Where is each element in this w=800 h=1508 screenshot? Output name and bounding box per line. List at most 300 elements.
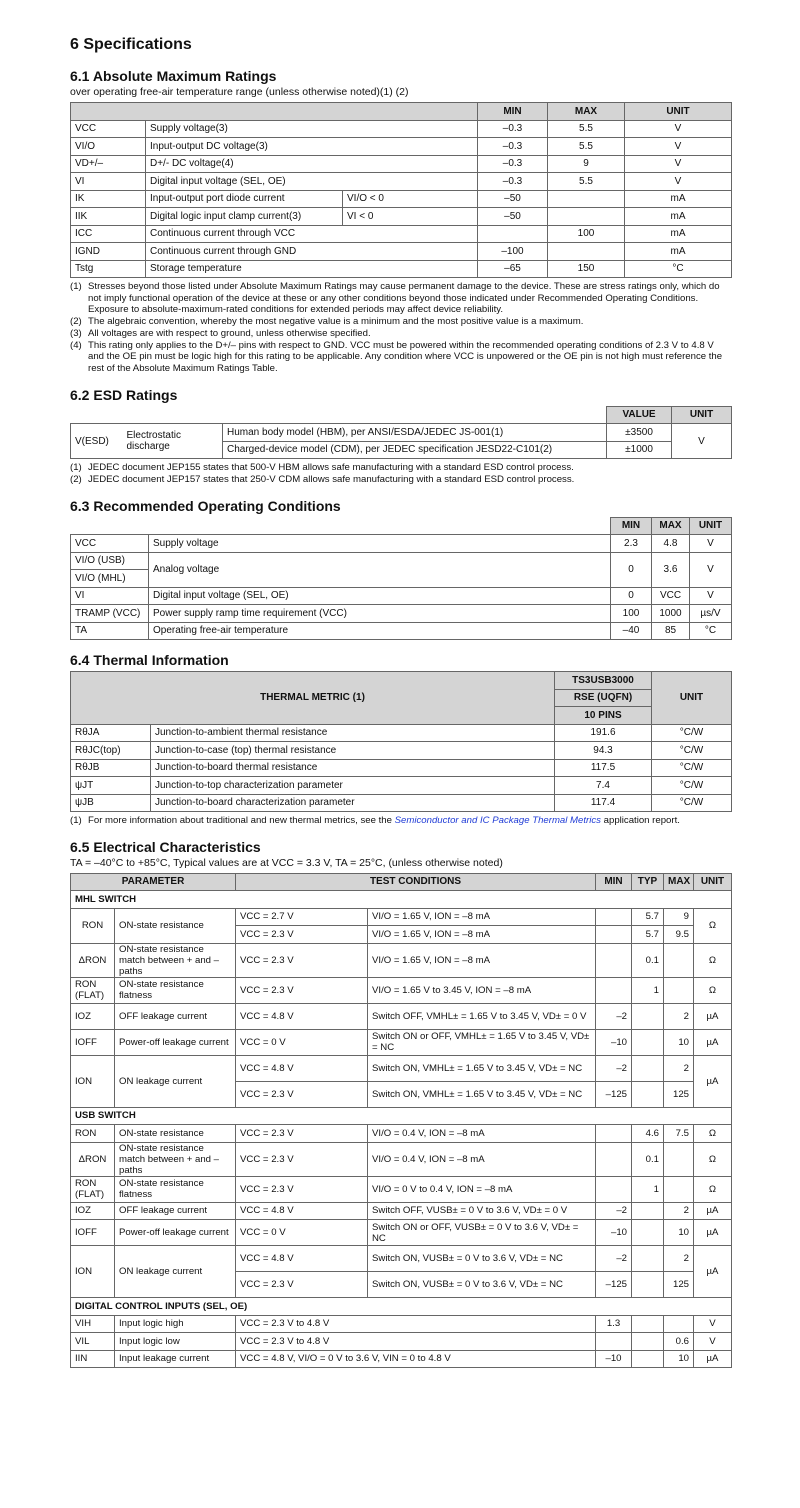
note-key: (3) — [70, 327, 82, 339]
table-row — [71, 777, 732, 795]
header-min: MIN — [611, 517, 652, 535]
max — [548, 190, 625, 208]
param: Input logic high — [115, 1315, 236, 1333]
param: OFF leakage current — [115, 1003, 236, 1029]
cond: VCC = 2.3 V — [236, 1125, 368, 1143]
header-test-conditions: TEST CONDITIONS — [236, 873, 596, 891]
min: –65 — [478, 260, 548, 278]
unit: V — [625, 155, 732, 173]
unit: Ω — [694, 977, 732, 1003]
typ — [632, 1246, 664, 1272]
unit: Ω — [694, 1125, 732, 1143]
unit: mA — [625, 243, 732, 261]
table-row — [71, 1333, 732, 1351]
table-row — [71, 190, 732, 208]
max — [548, 243, 625, 261]
param: Electrostatic discharge — [123, 424, 223, 459]
max — [664, 1315, 694, 1333]
max: 150 — [548, 260, 625, 278]
header-max: MAX — [652, 517, 690, 535]
cond: VCC = 4.8 V — [236, 1055, 368, 1081]
max: 125 — [664, 1081, 694, 1107]
min: –40 — [611, 622, 652, 640]
sym: ION — [71, 1246, 115, 1298]
min: –50 — [478, 190, 548, 208]
cond: VCC = 4.8 V — [236, 1003, 368, 1029]
min: –50 — [478, 208, 548, 226]
table-header-row — [71, 406, 732, 424]
param: Input leakage current — [115, 1350, 236, 1368]
param: Junction-to-case (top) thermal resistance — [151, 742, 555, 760]
max: 2 — [664, 1003, 694, 1029]
cond: VCC = 4.8 V, VI/O = 0 V to 3.6 V, VIN = 0 to 4.8 V — [236, 1350, 596, 1368]
min: –10 — [596, 1029, 632, 1055]
sym: TRAMP (VCC) — [71, 605, 149, 623]
value: 94.3 — [555, 742, 652, 760]
section-heading-6-4: 6.4 Thermal Information — [70, 652, 229, 669]
note-text: For more information about traditional and new thermal metrics, see the — [88, 815, 395, 827]
header-metric: THERMAL METRIC (1) — [71, 672, 555, 725]
sym: VI/O (MHL) — [71, 570, 149, 588]
param: ON-state resistance — [115, 1125, 236, 1143]
typ — [632, 1029, 664, 1055]
unit: °C/W — [652, 777, 732, 795]
sym: ICC — [71, 225, 146, 243]
max: 2 — [664, 1202, 694, 1220]
unit: mA — [625, 190, 732, 208]
unit: V — [690, 587, 732, 605]
cond: VCC = 2.3 V — [236, 943, 368, 977]
unit: V — [625, 173, 732, 191]
test: VI/O = 0.4 V, ION = –8 mA — [368, 1142, 596, 1176]
typ: 4.6 — [632, 1125, 664, 1143]
min — [596, 1333, 632, 1351]
min: –125 — [596, 1081, 632, 1107]
cond: VCC = 0 V — [236, 1220, 368, 1246]
unit: °C/W — [652, 794, 732, 812]
test: VI/O = 1.65 V, ION = –8 mA — [368, 926, 596, 944]
table-row — [71, 1350, 732, 1368]
cond: VCC = 2.3 V — [236, 1142, 368, 1176]
section-heading-6-5: 6.5 Electrical Characteristics — [70, 838, 261, 855]
thermal-table — [70, 671, 732, 812]
footnotes-6-1 — [70, 281, 731, 375]
table-row — [71, 243, 732, 261]
max: 2 — [664, 1246, 694, 1272]
cond: VCC = 2.3 V — [236, 1272, 368, 1298]
cond: VCC = 4.8 V — [236, 1202, 368, 1220]
table-row — [71, 587, 732, 605]
sym: VCC — [71, 535, 149, 553]
typ: 1 — [632, 977, 664, 1003]
unit: V — [625, 138, 732, 156]
note-text: JEDEC document JEP157 states that 250-V CDM allows safe manufacturing with a standard ESD control process. — [88, 473, 575, 485]
param: Digital input voltage (SEL, OE) — [146, 173, 478, 191]
typ — [632, 1081, 664, 1107]
table-row — [71, 120, 732, 138]
test: Switch ON, VUSB± = 0 V to 3.6 V, VD± = NC — [368, 1272, 596, 1298]
thermal-metrics-link[interactable]: Semiconductor and IC Package Thermal Metrics — [394, 815, 601, 827]
param: Continuous current through VCC — [146, 225, 478, 243]
spec-page — [70, 36, 731, 1368]
section-row — [71, 1298, 732, 1316]
header-unit: UNIT — [694, 873, 732, 891]
table-header-row — [71, 873, 732, 891]
section-heading-6-1: 6.1 Absolute Maximum Ratings — [70, 68, 277, 84]
header-blank — [71, 103, 478, 121]
table-row — [71, 1202, 732, 1220]
sym: ΔRON — [71, 943, 115, 977]
min: 2.3 — [611, 535, 652, 553]
unit: mA — [625, 225, 732, 243]
param: Continuous current through GND — [146, 243, 478, 261]
unit: °C/W — [652, 724, 732, 742]
esd-table — [70, 406, 732, 460]
table-row — [71, 225, 732, 243]
cond: Charged-device model (CDM), per JEDEC specification JESD22-C101(2) — [223, 441, 607, 459]
table-header-row — [71, 103, 732, 121]
test: VI/O = 1.65 V to 3.45 V, ION = –8 mA — [368, 977, 596, 1003]
cond: VI < 0 — [343, 208, 478, 226]
param: Power supply ramp time requirement (VCC) — [149, 605, 611, 623]
table-row — [71, 138, 732, 156]
unit: µA — [694, 1246, 732, 1298]
min — [596, 908, 632, 926]
note-text: The algebraic convention, whereby the most negative value is a minimum and the most positive value is a maximum. — [88, 316, 584, 328]
header-unit: UNIT — [625, 103, 732, 121]
table-row — [71, 908, 732, 926]
param: Junction-to-board characterization parameter — [151, 794, 555, 812]
param: Supply voltage — [149, 535, 611, 553]
sym: IK — [71, 190, 146, 208]
section-caption-6-1: over operating free-air temperature range (unless otherwise noted)(1) (2) — [70, 86, 409, 98]
table-row — [71, 1003, 732, 1029]
min: –0.3 — [478, 155, 548, 173]
sym: IOZ — [71, 1202, 115, 1220]
min — [478, 225, 548, 243]
unit: µA — [694, 1003, 732, 1029]
table-header-row — [71, 672, 732, 690]
max — [664, 1176, 694, 1202]
sym: ψJB — [71, 794, 151, 812]
param: Junction-to-top characterization parameter — [151, 777, 555, 795]
sym: RθJB — [71, 759, 151, 777]
header-unit: UNIT — [652, 672, 732, 725]
max: 5.5 — [548, 138, 625, 156]
unit: Ω — [694, 908, 732, 943]
sym: VI/O (USB) — [71, 552, 149, 570]
note-key: (1) — [70, 815, 82, 827]
test: Switch ON, VMHL± = 1.65 V to 3.45 V, VD± = NC — [368, 1055, 596, 1081]
table-row — [71, 622, 732, 640]
typ — [632, 1202, 664, 1220]
min: –10 — [596, 1350, 632, 1368]
test: Switch ON, VMHL± = 1.65 V to 3.45 V, VD± = NC — [368, 1081, 596, 1107]
sym: RON — [71, 1125, 115, 1143]
max: 10 — [664, 1350, 694, 1368]
unit: V — [672, 424, 732, 459]
table-row — [71, 1029, 732, 1055]
unit: Ω — [694, 943, 732, 977]
cond: VCC = 2.7 V — [236, 908, 368, 926]
table-row — [71, 943, 732, 977]
note-key: (1) — [70, 462, 82, 474]
min: 1.3 — [596, 1315, 632, 1333]
sym: RON (FLAT) — [71, 977, 115, 1003]
cond: VCC = 2.3 V — [236, 1176, 368, 1202]
header-max: MAX — [664, 873, 694, 891]
unit: µs/V — [690, 605, 732, 623]
table-row — [71, 724, 732, 742]
header-blank — [71, 517, 611, 535]
sym: IIN — [71, 1350, 115, 1368]
max — [664, 977, 694, 1003]
unit: µA — [694, 1202, 732, 1220]
param: Operating free-air temperature — [149, 622, 611, 640]
rec-op-table — [70, 517, 732, 641]
table-row — [71, 424, 732, 442]
cond: VCC = 0 V — [236, 1029, 368, 1055]
table-row — [71, 605, 732, 623]
max: 9.5 — [664, 926, 694, 944]
footnotes-6-4 — [70, 815, 731, 827]
param: Junction-to-board thermal resistance — [151, 759, 555, 777]
table-row — [71, 742, 732, 760]
table-row — [71, 1315, 732, 1333]
min — [596, 1142, 632, 1176]
value: 117.4 — [555, 794, 652, 812]
max: 3.6 — [652, 552, 690, 587]
note-key: (4) — [70, 339, 82, 351]
cond: VCC = 4.8 V — [236, 1246, 368, 1272]
min: –2 — [596, 1202, 632, 1220]
unit: V — [694, 1333, 732, 1351]
min: –2 — [596, 1055, 632, 1081]
max: 10 — [664, 1220, 694, 1246]
cond: VCC = 2.3 V — [236, 977, 368, 1003]
param: ON-state resistance match between + and – paths — [115, 1142, 236, 1176]
sym: VIH — [71, 1315, 115, 1333]
note-text: application report. — [600, 815, 680, 827]
max: 125 — [664, 1272, 694, 1298]
param: Power-off leakage current — [115, 1220, 236, 1246]
sym: IIK — [71, 208, 146, 226]
header-unit: UNIT — [672, 406, 732, 424]
unit: µA — [694, 1055, 732, 1107]
max: 0.6 — [664, 1333, 694, 1351]
typ: 1 — [632, 1176, 664, 1202]
param: Storage temperature — [146, 260, 478, 278]
table-header-row — [71, 517, 732, 535]
unit: Ω — [694, 1176, 732, 1202]
test: VI/O = 1.65 V, ION = –8 mA — [368, 908, 596, 926]
sym: VI/O — [71, 138, 146, 156]
cond: VCC = 2.3 V to 4.8 V — [236, 1333, 596, 1351]
sym: VI — [71, 173, 146, 191]
unit: µA — [694, 1350, 732, 1368]
header-typ: TYP — [632, 873, 664, 891]
typ — [632, 1333, 664, 1351]
param: D+/- DC voltage(4) — [146, 155, 478, 173]
typ — [632, 1055, 664, 1081]
typ: 5.7 — [632, 908, 664, 926]
min — [596, 1176, 632, 1202]
value: ±1000 — [607, 441, 672, 459]
table-row — [71, 1142, 732, 1176]
param: Junction-to-ambient thermal resistance — [151, 724, 555, 742]
note-key: (2) — [70, 473, 82, 485]
section-title: MHL SWITCH — [71, 891, 732, 909]
unit: °C — [625, 260, 732, 278]
param: ON-state resistance — [115, 908, 236, 943]
section-title: DIGITAL CONTROL INPUTS (SEL, OE) — [71, 1298, 732, 1316]
max — [548, 208, 625, 226]
unit: µA — [694, 1220, 732, 1246]
param: ON-state resistance flatness — [115, 977, 236, 1003]
header-min: MIN — [478, 103, 548, 121]
note-text: Stresses beyond those listed under Absolute Maximum Ratings may cause permanent damage to the device. These are stress ratings only, which do not imply functional operation of the device at these or any other conditions beyond those indicated under Recommended Operating Conditions. Exposure to absolute-maximum-rated conditions for extended periods may affect device reliability. — [88, 281, 720, 316]
table-row — [71, 552, 732, 570]
min: –100 — [478, 243, 548, 261]
min: –0.3 — [478, 138, 548, 156]
max: VCC — [652, 587, 690, 605]
max: 2 — [664, 1055, 694, 1081]
param: Input-output DC voltage(3) — [146, 138, 478, 156]
value: 191.6 — [555, 724, 652, 742]
sym: ΔRON — [71, 1142, 115, 1176]
table-row — [71, 977, 732, 1003]
table-row — [71, 1176, 732, 1202]
typ: 0.1 — [632, 943, 664, 977]
typ — [632, 1350, 664, 1368]
test: Switch ON or OFF, VMHL± = 1.65 V to 3.45 V, VD± = NC — [368, 1029, 596, 1055]
min: –2 — [596, 1246, 632, 1272]
cond: VI/O < 0 — [343, 190, 478, 208]
header-value: VALUE — [607, 406, 672, 424]
unit: V — [625, 120, 732, 138]
max: 10 — [664, 1029, 694, 1055]
min — [596, 977, 632, 1003]
table-row — [71, 155, 732, 173]
test: Switch OFF, VMHL± = 1.65 V to 3.45 V, VD± = 0 V — [368, 1003, 596, 1029]
param: Digital input voltage (SEL, OE) — [149, 587, 611, 605]
header-parameter: PARAMETER — [71, 873, 236, 891]
header-max: MAX — [548, 103, 625, 121]
max: 1000 — [652, 605, 690, 623]
sym: IOZ — [71, 1003, 115, 1029]
sym: RθJC(top) — [71, 742, 151, 760]
max: 5.5 — [548, 173, 625, 191]
max — [664, 1142, 694, 1176]
sym: RON (FLAT) — [71, 1176, 115, 1202]
note-text: JEDEC document JEP155 states that 500-V HBM allows safe manufacturing with a standard ESD control process. — [88, 462, 574, 474]
param: Analog voltage — [149, 552, 611, 587]
unit: °C/W — [652, 742, 732, 760]
min: 0 — [611, 552, 652, 587]
max — [664, 943, 694, 977]
unit: V — [690, 552, 732, 587]
param: ON leakage current — [115, 1246, 236, 1298]
unit: mA — [625, 208, 732, 226]
abs-max-table — [70, 102, 732, 278]
sym: IGND — [71, 243, 146, 261]
param: Input logic low — [115, 1333, 236, 1351]
header-blank — [71, 406, 607, 424]
header-min: MIN — [596, 873, 632, 891]
unit: °C/W — [652, 759, 732, 777]
test: VI/O = 1.65 V, ION = –8 mA — [368, 943, 596, 977]
section-heading-6-2: 6.2 ESD Ratings — [70, 386, 178, 403]
section-row — [71, 891, 732, 909]
typ: 0.1 — [632, 1142, 664, 1176]
note-key: (1) — [70, 281, 82, 292]
max: 5.5 — [548, 120, 625, 138]
param: Power-off leakage current — [115, 1029, 236, 1055]
sym: TA — [71, 622, 149, 640]
min: 100 — [611, 605, 652, 623]
table-row — [71, 1246, 732, 1272]
test: Switch ON, VUSB± = 0 V to 3.6 V, VD± = NC — [368, 1246, 596, 1272]
note-text: This rating only applies to the D+/– pins with respect to GND. VCC must be powered within the recommended operating conditions of 2.3 V to 4.8 V and the OE pin must be logic high for this rating to be applicable. Any condition where VCC is unpowered or the OE pin is not high must reference the rest of the Absolute Maximum Ratings Table. — [88, 339, 723, 374]
param: ON-state resistance flatness — [115, 1176, 236, 1202]
typ — [632, 1003, 664, 1029]
header-pins: 10 PINS — [555, 707, 652, 725]
table-row — [71, 794, 732, 812]
sym: IOFF — [71, 1220, 115, 1246]
test: VI/O = 0.4 V, ION = –8 mA — [368, 1125, 596, 1143]
typ — [632, 1315, 664, 1333]
table-row — [71, 208, 732, 226]
min — [596, 943, 632, 977]
unit: V — [690, 535, 732, 553]
section-row — [71, 1107, 732, 1125]
table-row — [71, 260, 732, 278]
cond: VCC = 2.3 V — [236, 1081, 368, 1107]
cond: Human body model (HBM), per ANSI/ESDA/JEDEC JS-001(1) — [223, 424, 607, 442]
sym: VCC — [71, 120, 146, 138]
sym: ψJT — [71, 777, 151, 795]
section-title: USB SWITCH — [71, 1107, 732, 1125]
header-device: TS3USB3000 — [555, 672, 652, 690]
typ: 5.7 — [632, 926, 664, 944]
unit: Ω — [694, 1142, 732, 1176]
cond: VCC = 2.3 V — [236, 926, 368, 944]
min: –0.3 — [478, 120, 548, 138]
max: 9 — [548, 155, 625, 173]
value: 7.4 — [555, 777, 652, 795]
test: Switch OFF, VUSB± = 0 V to 3.6 V, VD± = 0 V — [368, 1202, 596, 1220]
max: 100 — [548, 225, 625, 243]
footnotes-6-2 — [70, 462, 731, 485]
table-row — [71, 173, 732, 191]
param: ON leakage current — [115, 1055, 236, 1107]
min — [596, 1125, 632, 1143]
unit: °C — [690, 622, 732, 640]
section-heading-6-3: 6.3 Recommended Operating Conditions — [70, 497, 341, 514]
unit: µA — [694, 1029, 732, 1055]
min: –125 — [596, 1272, 632, 1298]
value: 117.5 — [555, 759, 652, 777]
param: ON-state resistance match between + and – paths — [115, 943, 236, 977]
min: –10 — [596, 1220, 632, 1246]
max: 4.8 — [652, 535, 690, 553]
sym: VIL — [71, 1333, 115, 1351]
sym: IOFF — [71, 1029, 115, 1055]
sym: ION — [71, 1055, 115, 1107]
sym: RON — [71, 908, 115, 943]
unit: V — [694, 1315, 732, 1333]
sym: RθJA — [71, 724, 151, 742]
